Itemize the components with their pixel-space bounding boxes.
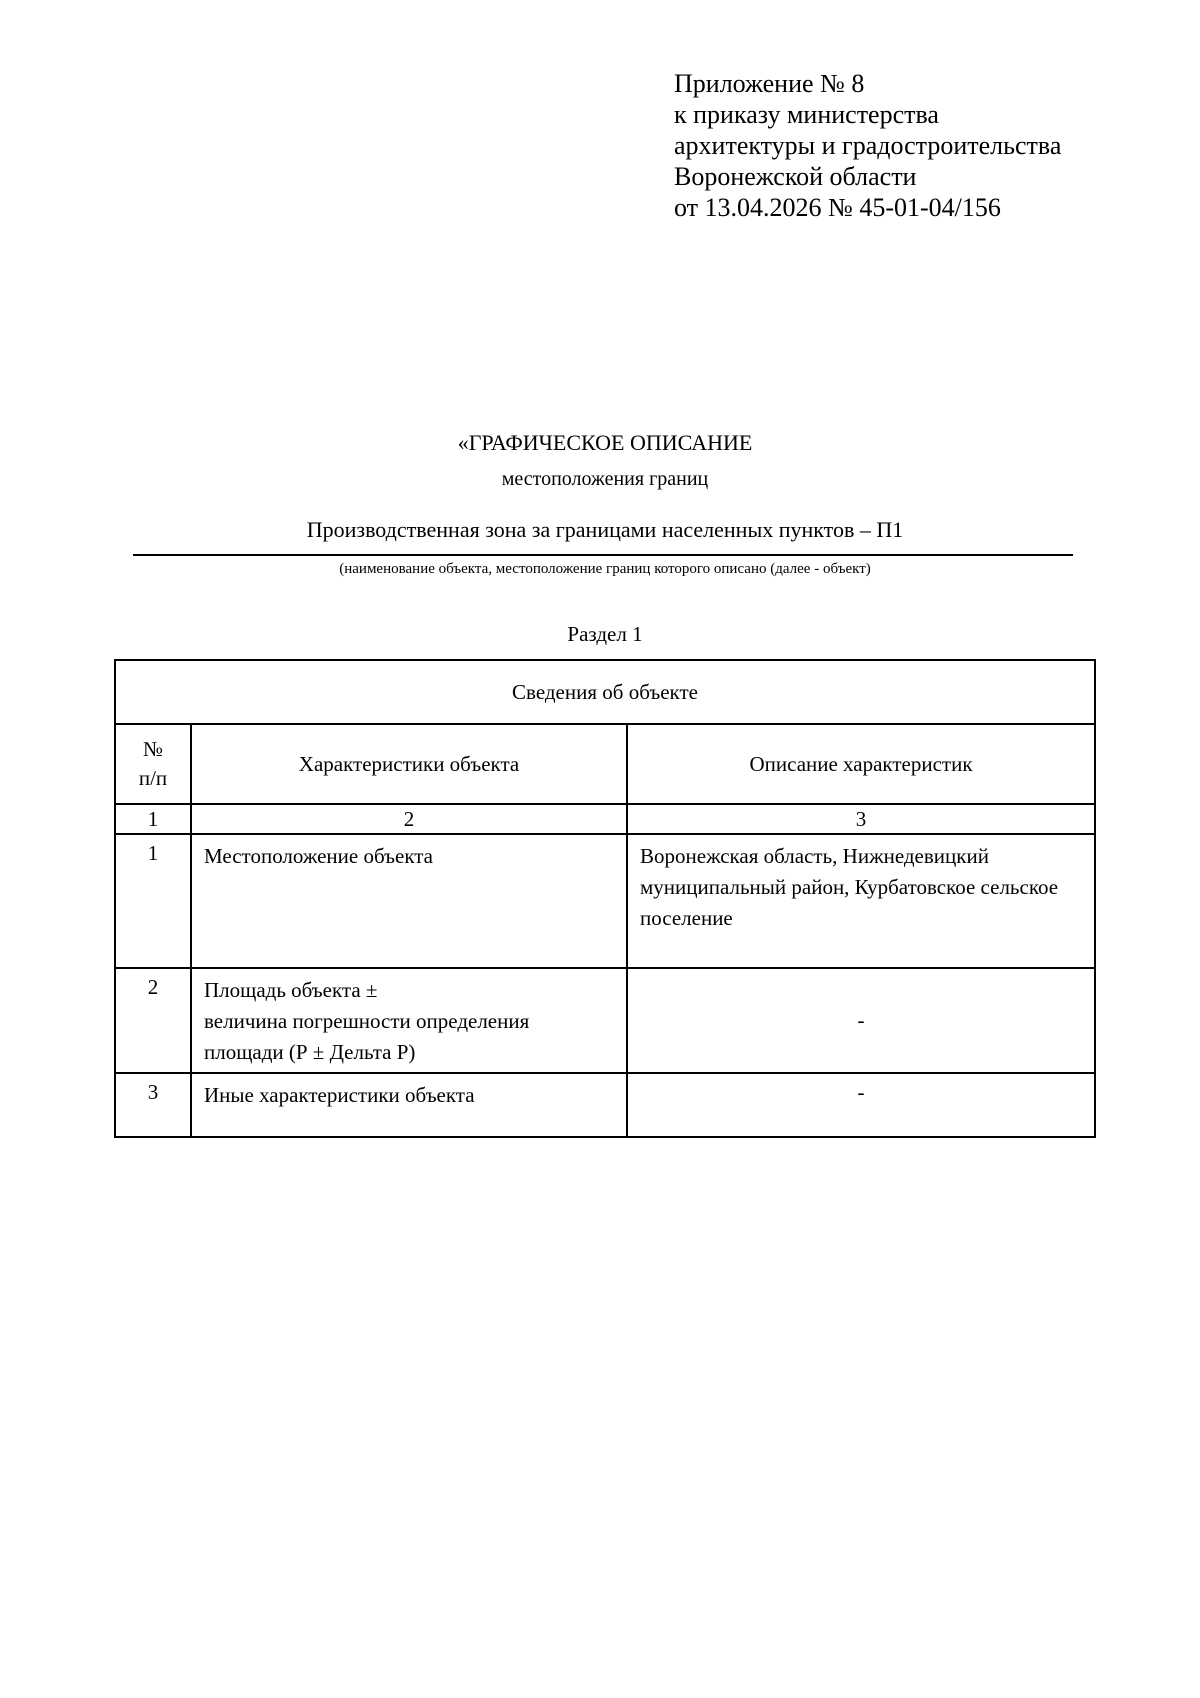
column-header-no-line2: п/п	[138, 766, 168, 790]
column-number: 2	[191, 804, 627, 834]
row-characteristic-line: величина погрешности определения	[204, 1009, 530, 1033]
document-title: «ГРАФИЧЕСКОЕ ОПИСАНИЕ	[457, 430, 753, 455]
table-row	[115, 968, 1095, 1073]
column-number: 1	[115, 804, 191, 834]
object-info-table	[114, 659, 1096, 1138]
row-characteristic	[191, 968, 627, 1073]
row-number: 3	[115, 1073, 191, 1137]
column-header-no	[115, 724, 191, 804]
table-header-row	[115, 660, 1095, 724]
object-name: Производственная зона за границами населенных пунктов – П1	[306, 517, 904, 542]
table-row	[115, 834, 1095, 968]
appendix-line: от 13.04.2026 № 45-01-04/156	[674, 193, 1001, 222]
row-characteristic-line: площади (Р ± Дельта Р)	[204, 1040, 416, 1064]
column-header-characteristic: Характеристики объекта	[191, 724, 627, 804]
table-header: Сведения об объекте	[115, 660, 1095, 724]
row-description: -	[627, 968, 1095, 1073]
column-header-no-line1: №	[142, 737, 164, 761]
column-number: 3	[627, 804, 1095, 834]
appendix-block	[674, 68, 1061, 223]
row-characteristic: Иные характеристики объекта	[191, 1073, 627, 1137]
document-subtitle: местоположения границ	[501, 468, 709, 490]
appendix-line: Воронежской области	[674, 162, 917, 191]
row-description: -	[627, 1073, 1095, 1137]
appendix-line: архитектуры и градостроительства	[674, 131, 1062, 160]
appendix-line: Приложение № 8	[674, 69, 865, 98]
row-characteristic-line: Площадь объекта ±	[204, 978, 378, 1002]
column-numbers-row	[115, 804, 1095, 834]
column-headers-row	[115, 724, 1095, 804]
table-row	[115, 1073, 1095, 1137]
section-label: Раздел 1	[567, 622, 643, 646]
object-name-caption: (наименование объекта, местоположение границ которого описано (далее - объект)	[339, 561, 871, 577]
row-characteristic: Местоположение объекта	[191, 834, 627, 968]
appendix-line: к приказу министерства	[674, 100, 939, 129]
object-name-underline	[133, 554, 1073, 556]
column-header-description: Описание характеристик	[627, 724, 1095, 804]
row-number: 1	[115, 834, 191, 968]
row-description: Воронежская область, Нижнедевицкий муниципальный район, Курбатовское сельское поселение	[627, 834, 1095, 968]
row-number: 2	[115, 968, 191, 1073]
